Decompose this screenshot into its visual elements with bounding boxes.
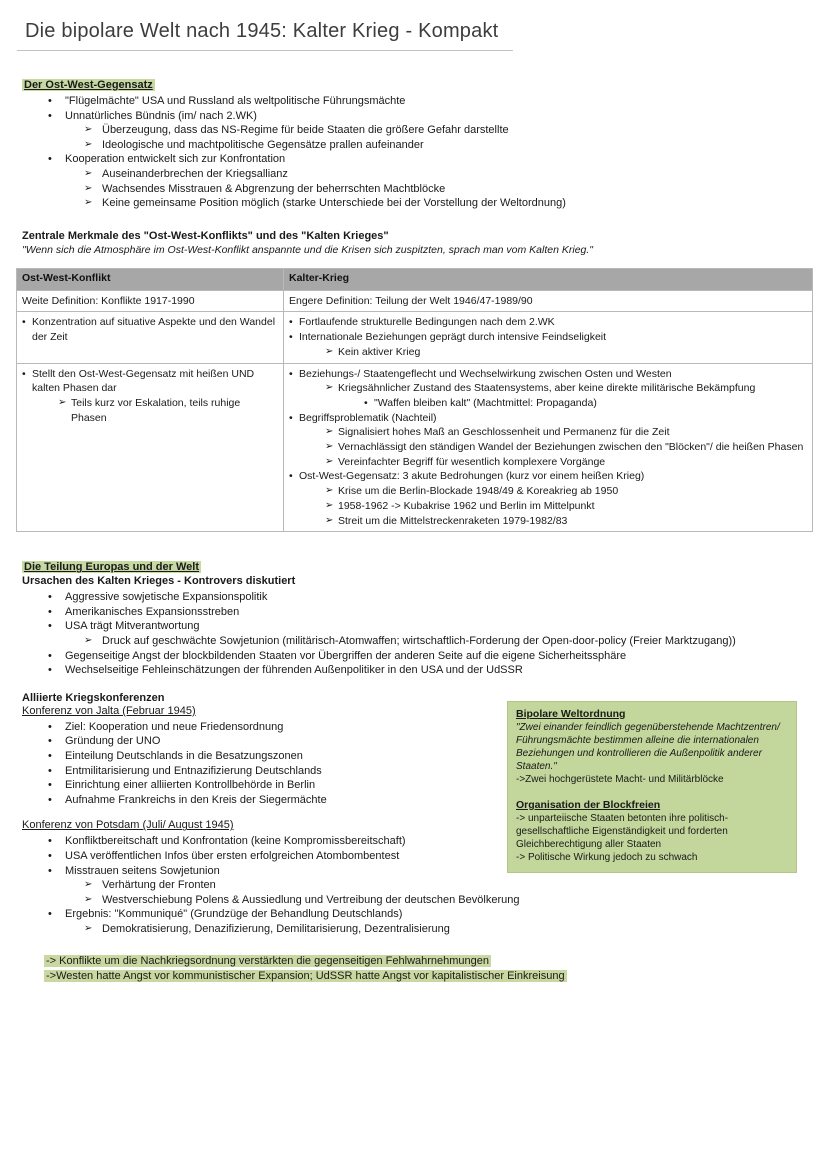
list-item-text: Druck auf geschwächte Sowjetunion (militärisch-Atomwaffen; wirtschaftlich-Forderung der Open-door-policy (Freier Marktzugang)) (102, 635, 736, 648)
merkmale-quote: "Wenn sich die Atmosphäre im Ost-West-Konflikt anspannte und die Krisen sich zuspitzten, sprach man vom Kalten Krieg." (22, 243, 594, 256)
list-item-text: Krise um die Berlin-Blockade 1948/49 & Koreakrieg ab 1950 (338, 485, 619, 498)
bullet-marker-icon: • (289, 316, 293, 329)
bullet-marker-icon: ➢ (84, 922, 93, 934)
list-item-text: Überzeugung, dass das NS-Regime für beide Staaten die größere Gefahr darstellte (102, 124, 509, 137)
bullet-marker-icon: ➢ (325, 426, 334, 438)
list-item-text: Wechselseitige Fehleinschätzungen der führenden Außenpolitiker in den USA und der UdSSR (65, 664, 523, 677)
box-line-militaerbloecke: ->Zwei hochgerüstete Macht- und Militärblöcke (516, 773, 724, 785)
list-item-text: USA veröffentlichen Infos über ersten erfolgreichen Atombombentest (65, 850, 400, 863)
list-item (289, 469, 807, 484)
list-item-text: Engere Definition: Teilung der Welt 1946/47-1989/90 (289, 294, 533, 307)
list-item-text: Signalisiert hohes Maß an Geschlossenheit und Permanenz für die Zeit (338, 426, 670, 439)
section-heading-gegensatz: Der Ost-West-Gegensatz (24, 79, 153, 91)
bullet-marker-icon: • (48, 591, 52, 604)
list-item-text: Konzentration auf situative Aspekte und den Wandel der Zeit (32, 316, 276, 344)
bullet-marker-icon: • (48, 764, 52, 777)
list-item-text: 1958-1962 -> Kubakrise 1962 und Berlin im Mittelpunkt (338, 499, 595, 512)
list-item (289, 411, 807, 426)
list-item (289, 315, 807, 330)
list-item-text: Amerikanisches Expansionsstreben (65, 605, 240, 618)
list-item-text: Einrichtung einer alliierten Kontrollbehörde in Berlin (65, 779, 316, 792)
list-item-text: Teils kurz vor Eskalation, teils ruhige Phasen (71, 396, 241, 424)
list-item (84, 893, 828, 908)
bullet-marker-icon: ➢ (84, 893, 93, 905)
list-item (48, 649, 828, 664)
bullet-marker-icon: • (48, 750, 52, 763)
teilung-subheading: Ursachen des Kalten Krieges - Kontrovers diskutiert (22, 575, 296, 588)
merkmale-heading: Zentrale Merkmale des "Ost-West-Konflikts" und des "Kalten Krieges" (22, 229, 389, 242)
bullet-marker-icon: ➢ (58, 396, 67, 408)
conclusion-line: ->Westen hatte Angst vor kommunistischer Expansion; UdSSR hatte Angst vor kapitalistischer Einkreisung (46, 970, 565, 983)
bullet-marker-icon: ➢ (325, 485, 334, 497)
bullet-marker-icon: • (48, 95, 52, 107)
list-item (48, 94, 828, 109)
gegensatz-bullet-list (22, 94, 828, 211)
table-body (17, 290, 813, 532)
table-row (17, 290, 813, 312)
bullet-marker-icon: ➢ (84, 167, 93, 179)
list-item-text: Gründung der UNO (65, 735, 161, 748)
list-item-text: Keine gemeinsame Position möglich (starke Unterschiede bei der Vorstellung der Weltordnung) (102, 197, 566, 210)
title-divider (17, 50, 513, 52)
list-item (289, 330, 807, 345)
bullet-marker-icon: • (48, 605, 52, 618)
section-teilung (22, 561, 828, 984)
table-header-kalter-krieg: Kalter-Krieg (284, 268, 813, 290)
page-title: Die bipolare Welt nach 1945: Kalter Krieg - Kompakt (25, 20, 499, 42)
list-item (84, 196, 828, 211)
table-row (17, 312, 813, 363)
bullet-marker-icon: • (48, 793, 52, 806)
list-item-text: Kein aktiver Krieg (338, 345, 421, 358)
list-item-text: Westverschiebung Polens & Aussiedlung und Vertreibung der deutschen Bevölkerung (102, 893, 520, 906)
list-item-text: "Flügelmächte" USA und Russland als weltpolitische Führungsmächte (65, 95, 406, 107)
list-item-text: Ergebnis: "Kommuniqué" (Grundzüge der Behandlung Deutschlands) (65, 908, 403, 921)
section-kriegskonferenzen (22, 692, 828, 937)
list-item (84, 138, 828, 153)
list-item (48, 152, 828, 167)
list-item-text: Auseinanderbrechen der Kriegsallianz (102, 167, 288, 180)
bullet-marker-icon: • (48, 664, 52, 677)
list-item-text: Internationale Beziehungen geprägt durch intensive Feindseligkeit (299, 331, 607, 344)
list-item-text: Aggressive sowjetische Expansionspolitik (65, 591, 268, 604)
bullet-marker-icon: • (48, 620, 52, 633)
bullet-marker-icon: ➢ (84, 138, 93, 150)
list-item (84, 123, 828, 138)
bullet-marker-icon: • (289, 367, 293, 380)
merkmale-table (16, 268, 813, 533)
konferenzen-heading: Alliierte Kriegskonferenzen (22, 691, 165, 704)
list-item-text: Gegenseitige Angst der blockbildenden Staaten vor Übergriffen der anderen Seite auf die eigene Sicherheitssphäre (65, 649, 627, 662)
bullet-marker-icon: ➢ (84, 635, 93, 647)
bullet-marker-icon: ➢ (325, 345, 334, 357)
potsdam-heading: Konferenz von Potsdam (Juli/ August 1945) (22, 819, 234, 832)
table-cell (17, 312, 284, 363)
list-item (289, 294, 807, 309)
box-heading-blockfreie: Organisation der Blockfreien (516, 798, 661, 811)
list-item (364, 396, 807, 411)
box-heading-weltordnung: Bipolare Weltordnung (516, 707, 626, 720)
bullet-marker-icon: ➢ (325, 441, 334, 453)
bullet-marker-icon: • (22, 316, 26, 329)
list-item-text: Stellt den Ost-West-Gegensatz mit heißen UND kalten Phasen dar (32, 367, 255, 395)
bullet-marker-icon: • (48, 908, 52, 921)
bullet-marker-icon: • (289, 331, 293, 344)
list-item-text: Beziehungs-/ Staatengeflecht und Wechselwirkung zwischen Osten und Westen (299, 367, 672, 380)
list-item-text: Weite Definition: Konflikte 1917-1990 (22, 294, 195, 307)
list-item (48, 619, 828, 634)
table-cell (284, 312, 813, 363)
table-cell (17, 290, 284, 312)
box-line: -> unparteiische Staaten betonten ihre politisch-gesellschaftliche Eigenständigkeit und forderten Gleichberechtigung aller Staaten (516, 812, 729, 850)
list-item (84, 634, 828, 649)
list-item (325, 440, 807, 455)
list-item-text: Fortlaufende strukturelle Bedingungen nach dem 2.WK (299, 316, 555, 329)
bullet-marker-icon: • (289, 411, 293, 424)
bullet-marker-icon: • (48, 835, 52, 848)
list-item-text: Unnatürliches Bündnis (im/ nach 2.WK) (65, 109, 257, 122)
box-spacer (516, 786, 788, 799)
list-item-text: Kriegsähnlicher Zustand des Staatensystems, aber keine direkte militärische Bekämpfung (338, 382, 756, 395)
bullet-marker-icon: ➢ (84, 124, 93, 136)
list-item (48, 605, 828, 620)
list-item (84, 878, 828, 893)
bullet-marker-icon: • (48, 153, 52, 166)
list-item (48, 663, 828, 678)
bullet-marker-icon: • (48, 720, 52, 733)
section-heading-teilung: Die Teilung Europas und der Welt (24, 561, 199, 574)
bullet-marker-icon: • (48, 109, 52, 122)
table-cell (17, 363, 284, 532)
bullet-marker-icon: • (48, 779, 52, 792)
list-item-text: Kooperation entwickelt sich zur Konfrontation (65, 153, 286, 166)
list-item (84, 167, 828, 182)
bullet-marker-icon: ➢ (325, 382, 334, 394)
list-item (22, 367, 278, 396)
list-item-text: "Waffen bleiben kalt" (Machtmittel: Propaganda) (374, 396, 597, 409)
list-item-text: Misstrauen seitens Sowjetunion (65, 864, 220, 877)
list-item (325, 499, 807, 514)
list-item-text: Vereinfachter Begriff für wesentlich komplexere Vorgänge (338, 455, 606, 468)
list-item (325, 455, 807, 470)
list-item-text: Verhärtung der Fronten (102, 879, 216, 892)
bullet-marker-icon: • (48, 649, 52, 662)
list-item-text: USA trägt Mitverantwortung (65, 620, 200, 633)
bullet-marker-icon: • (48, 864, 52, 877)
bullet-marker-icon: ➢ (325, 514, 334, 526)
teilung-bullet-list (22, 590, 828, 678)
bullet-marker-icon: • (22, 367, 26, 380)
list-item-text: Vernachlässigt den ständigen Wandel der Beziehungen zwischen den "Blöcken"/ die heißen Phasen (338, 441, 804, 454)
list-item-text: Konfliktbereitschaft und Konfrontation (keine Kompromissbereitschaft) (65, 835, 406, 848)
list-item (48, 109, 828, 124)
section-merkmale (0, 230, 828, 533)
list-item (325, 514, 807, 529)
conclusion-line: -> Konflikte um die Nachkriegsordnung verstärkten die gegenseitigen Fehlwahrnehmungen (46, 954, 490, 967)
list-item-text: Ideologische und machtpolitische Gegensätze prallen aufeinander (102, 138, 424, 151)
list-item (84, 922, 828, 937)
bullet-marker-icon: ➢ (84, 182, 93, 194)
bullet-marker-icon: • (289, 470, 293, 483)
list-item (48, 590, 828, 605)
green-note-box (507, 701, 797, 873)
list-item-text: Entmilitarisierung und Entnazifizierung Deutschlands (65, 764, 322, 777)
list-item (289, 367, 807, 382)
bullet-marker-icon: • (364, 396, 368, 409)
list-item (48, 907, 828, 922)
bullet-marker-icon: ➢ (84, 879, 93, 891)
table-cell (284, 290, 813, 312)
list-item (325, 425, 807, 440)
list-item (325, 381, 807, 396)
list-item-text: Streit um die Mittelstreckenraketen 1979-1982/83 (338, 514, 568, 527)
list-item (325, 484, 807, 499)
conclusion-lines (44, 954, 828, 985)
box-quote-weltordnung: "Zwei einander feindlich gegenüberstehende Machtzentren/ Führungsmächte bestimmen alleine die internationalen Beziehungen und kontrollieren die Außenpolitik anderer Staaten." (516, 721, 780, 772)
bullet-marker-icon: • (48, 850, 52, 863)
list-item (58, 396, 278, 425)
list-item (22, 294, 278, 309)
box-blockfreie-lines (516, 812, 788, 864)
list-item-text: Begriffsproblematik (Nachteil) (299, 411, 437, 424)
bullet-marker-icon: ➢ (84, 197, 93, 209)
list-item-text: Ost-West-Gegensatz: 3 akute Bedrohungen (kurz vor einem heißen Krieg) (299, 470, 645, 483)
list-item-text: Aufnahme Frankreichs in den Kreis der Siegermächte (65, 793, 327, 806)
list-item-text: Einteilung Deutschlands in die Besatzungszonen (65, 750, 303, 763)
bullet-marker-icon: ➢ (325, 455, 334, 467)
box-line: -> Politische Wirkung jedoch zu schwach (516, 851, 698, 863)
list-item-text: Ziel: Kooperation und neue Friedensordnung (65, 720, 284, 733)
table-header-ost-west-konflikt: Ost-West-Konflikt (17, 268, 284, 290)
list-item-text: Wachsendes Misstrauen & Abgrenzung der beherrschten Machtblöcke (102, 182, 446, 195)
list-item (22, 315, 278, 344)
table-row (17, 363, 813, 532)
bullet-marker-icon: ➢ (325, 499, 334, 511)
section-ost-west-gegensatz (22, 79, 828, 211)
bullet-marker-icon: • (48, 735, 52, 748)
table-cell (284, 363, 813, 532)
list-item (325, 345, 807, 360)
list-item-text: Demokratisierung, Denazifizierung, Demilitarisierung, Dezentralisierung (102, 922, 450, 935)
jalta-heading: Konferenz von Jalta (Februar 1945) (22, 704, 196, 717)
list-item (84, 182, 828, 197)
table-header-row (17, 268, 813, 290)
